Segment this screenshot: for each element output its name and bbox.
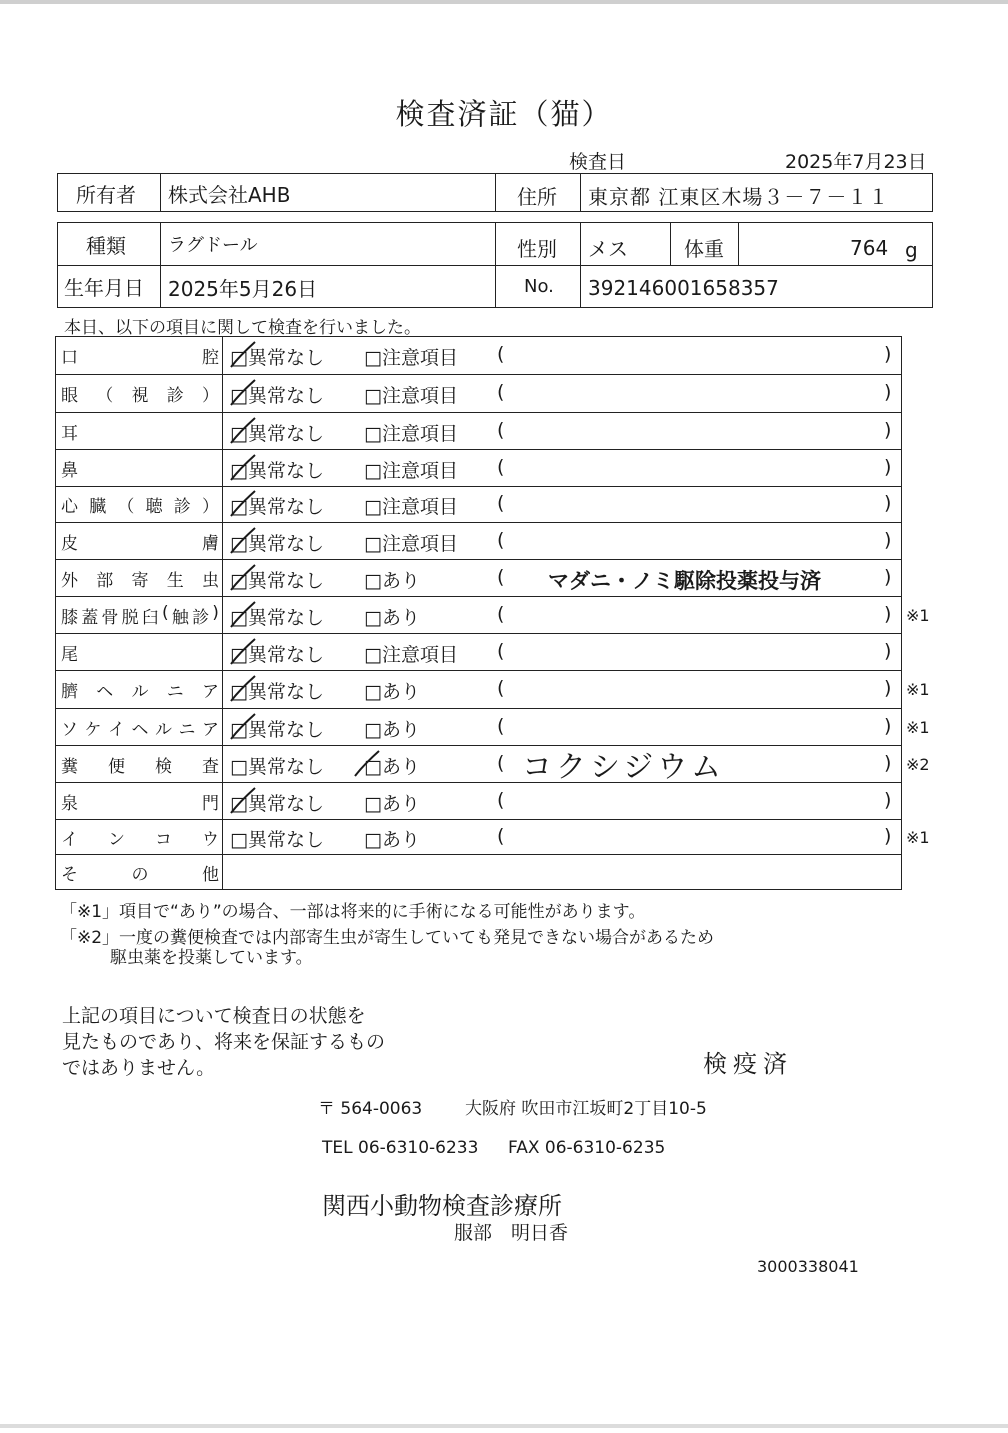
footnote-mark: ※2 [906, 755, 930, 774]
paren-open: ( [497, 419, 505, 441]
row-divider [55, 708, 902, 709]
row-divider [55, 486, 902, 487]
address-label: 住所 [517, 185, 557, 209]
note-2a: 「※2」一度の糞便検査では内部寄生虫が寄生していても発見できない場合があるため [60, 928, 715, 948]
row-divider [55, 596, 902, 597]
weight-label: 体重 [684, 237, 724, 261]
paren-close: ) [884, 640, 892, 662]
document-number: 3000338041 [757, 1257, 859, 1276]
scan-bottom-edge [0, 1424, 1008, 1428]
option-attention[interactable]: □あり [364, 607, 420, 629]
footnote-mark: ※1 [906, 606, 930, 625]
option-no-abnormality[interactable]: □異常なし [230, 644, 324, 666]
option-no-abnormality[interactable]: □異常なし [230, 570, 324, 592]
option-no-abnormality[interactable]: □異常なし [230, 793, 324, 815]
row-label: ソ ケ イ ヘ ル ニ ア [61, 720, 219, 740]
paren-close: ) [884, 529, 892, 551]
no-value: 392146001658357 [588, 276, 779, 300]
paren-close: ) [884, 566, 892, 588]
paren-close: ) [884, 343, 892, 365]
row-label: 鼻 [61, 461, 78, 481]
paren-close: ) [884, 603, 892, 625]
intro-text: 本日、以下の項目に関して検査を行いました。 [64, 318, 421, 338]
owner-label: 所有者 [76, 183, 136, 207]
row-label: 口 腔 [61, 348, 219, 368]
row-divider [55, 819, 902, 820]
option-no-abnormality[interactable]: □異常なし [230, 607, 324, 629]
paren-open: ( [497, 492, 505, 514]
row-label: 皮 膚 [61, 534, 219, 554]
row-note: コクシジウム [522, 750, 725, 785]
birth-label: 生年月日 [64, 276, 144, 300]
row-divider [55, 854, 902, 855]
clinic-name: 関西小動物検査診療所 [322, 1192, 562, 1220]
weight-value: 764 [850, 236, 889, 260]
row-divider [55, 374, 902, 375]
paren-open: ( [497, 825, 505, 847]
paren-open: ( [497, 752, 505, 774]
option-no-abnormality[interactable]: □異常なし [230, 681, 324, 703]
footnote-mark: ※1 [906, 718, 930, 737]
row-label: 外 部 寄 生 虫 [61, 571, 219, 591]
scan-top-edge [0, 0, 1008, 4]
paren-close: ) [884, 419, 892, 441]
option-no-abnormality[interactable]: □異常なし [230, 496, 324, 518]
option-attention[interactable]: □注意項目 [364, 460, 458, 482]
disclaimer-line-3: ではありません。 [62, 1057, 216, 1079]
option-attention[interactable]: □あり [364, 756, 420, 778]
option-attention[interactable]: □あり [364, 719, 420, 741]
paren-open: ( [497, 381, 505, 403]
row-label: 膝 蓋 骨 脱 臼 ( 触 診 ) [61, 603, 219, 628]
row-label: 泉 門 [61, 794, 219, 814]
option-attention[interactable]: □あり [364, 570, 420, 592]
no-label: No. [524, 276, 554, 297]
footnote-mark: ※1 [906, 828, 930, 847]
exam-date-value: 2025年7月23日 [785, 151, 927, 173]
option-no-abnormality[interactable]: □異常なし [230, 385, 324, 407]
note-2b: 駆虫薬を投薬しています。 [110, 948, 313, 968]
paren-open: ( [497, 789, 505, 811]
option-attention[interactable]: □注意項目 [364, 496, 458, 518]
option-attention[interactable]: □注意項目 [364, 347, 458, 369]
clinic-tel: TEL 06-6310-6233 [322, 1138, 479, 1158]
row-divider [55, 522, 902, 523]
option-no-abnormality[interactable]: □異常なし [230, 829, 324, 851]
row-divider [55, 670, 902, 671]
option-attention[interactable]: □注意項目 [364, 423, 458, 445]
paren-close: ) [884, 789, 892, 811]
paren-open: ( [497, 603, 505, 625]
paren-close: ) [884, 381, 892, 403]
row-divider [55, 633, 902, 634]
row-divider [55, 745, 902, 746]
option-attention[interactable]: □注意項目 [364, 385, 458, 407]
owner-value: 株式会社AHB [168, 183, 291, 207]
paren-close: ) [884, 715, 892, 737]
option-no-abnormality[interactable]: □異常なし [230, 719, 324, 741]
clinic-fax: FAX 06-6310-6235 [508, 1138, 666, 1158]
row-label: 臍 ヘ ル ニ ア [61, 682, 219, 702]
disclaimer-line-1: 上記の項目について検査日の状態を [62, 1005, 366, 1027]
note-1: 「※1」項目で“あり”の場合、一部は将来的に手術になる可能性があります。 [60, 902, 646, 922]
option-no-abnormality[interactable]: □異常なし [230, 423, 324, 445]
row-note: マダニ・ノミ駆除投薬投与済 [548, 569, 821, 593]
option-no-abnormality[interactable]: □異常なし [230, 533, 324, 555]
birth-value: 2025年5月26日 [168, 277, 318, 301]
paren-open: ( [497, 566, 505, 588]
paren-open: ( [497, 343, 505, 365]
weight-unit: g [905, 238, 918, 262]
row-divider [55, 412, 902, 413]
option-no-abnormality[interactable]: □異常なし [230, 347, 324, 369]
row-label: イ ン コ ウ [61, 830, 219, 850]
row-label: 糞 便 検 査 [61, 757, 219, 777]
row-divider [55, 559, 902, 560]
paren-open: ( [497, 715, 505, 737]
option-attention[interactable]: □あり [364, 829, 420, 851]
paren-close: ) [884, 752, 892, 774]
sex-label: 性別 [517, 237, 557, 261]
option-attention[interactable]: □あり [364, 681, 420, 703]
option-attention[interactable]: □注意項目 [364, 644, 458, 666]
row-label: 眼 （ 視 診 ） [61, 386, 219, 406]
row-label: 尾 [61, 645, 78, 665]
address-value: 東京都 江東区木場３－７－１１ [588, 185, 890, 209]
clinic-address: 大阪府 吹田市江坂町2丁目10-5 [465, 1099, 707, 1119]
option-attention[interactable]: □あり [364, 793, 420, 815]
option-no-abnormality[interactable]: □異常なし [230, 756, 324, 778]
row-divider [55, 449, 902, 450]
clinic-doctor: 服部 明日香 [454, 1222, 569, 1244]
paren-close: ) [884, 677, 892, 699]
option-attention[interactable]: □注意項目 [364, 533, 458, 555]
breed-value: ラグドール [168, 235, 258, 256]
paren-open: ( [497, 677, 505, 699]
breed-label: 種類 [86, 234, 126, 258]
row-label: そ の 他 [61, 865, 219, 885]
clinic-postal: 〒 564-0063 [318, 1099, 423, 1119]
paren-close: ) [884, 456, 892, 478]
disclaimer-line-2: 見たものであり、将来を保証するもの [62, 1031, 386, 1053]
paren-open: ( [497, 456, 505, 478]
footnote-mark: ※1 [906, 680, 930, 699]
option-no-abnormality[interactable]: □異常なし [230, 460, 324, 482]
sex-value: メス [588, 237, 628, 261]
paren-close: ) [884, 825, 892, 847]
row-label: 耳 [61, 424, 78, 444]
inspection-stamp: 検疫済 [703, 1050, 793, 1078]
paren-open: ( [497, 529, 505, 551]
document-title: 検査済証（猫） [395, 97, 613, 131]
paren-open: ( [497, 640, 505, 662]
row-label: 心 臓 （ 聴 診 ） [61, 497, 219, 517]
paren-close: ) [884, 492, 892, 514]
row-divider [55, 782, 902, 783]
exam-date-label: 検査日 [569, 151, 627, 173]
